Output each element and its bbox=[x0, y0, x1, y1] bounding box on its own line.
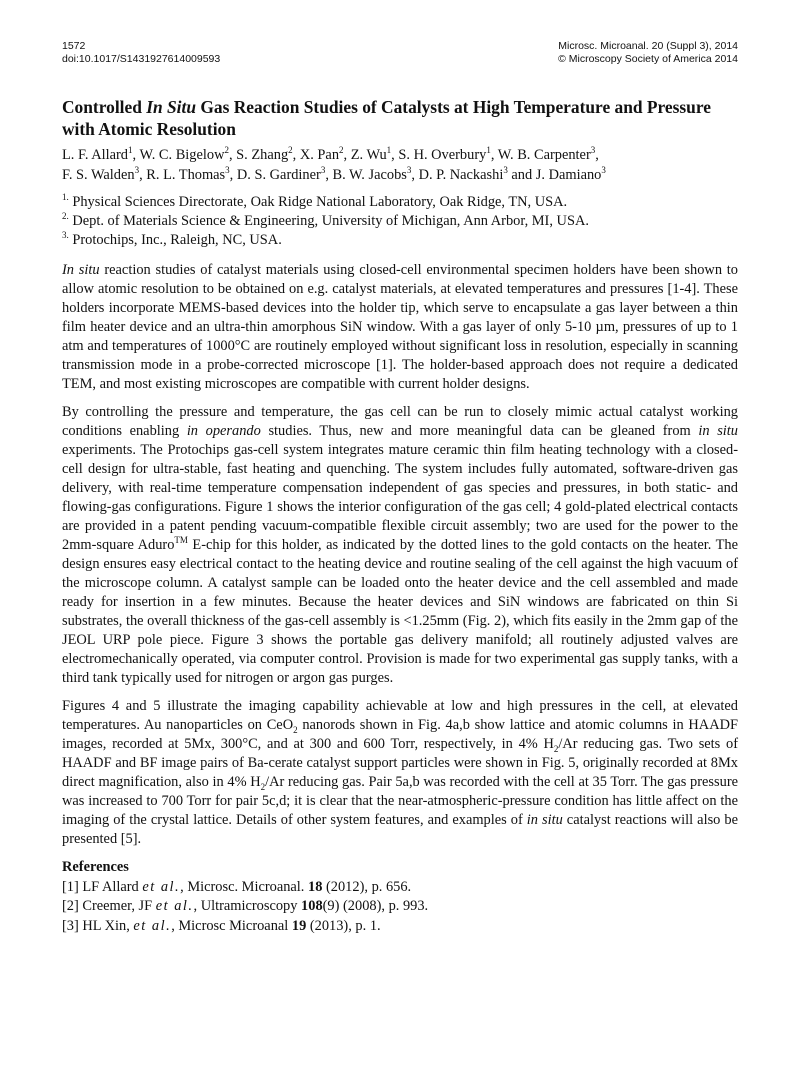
title-part-2: Gas Reaction Studies of Catalysts at High Temperature and Pressure with Atomic Resolution bbox=[62, 97, 711, 139]
et-al: et al. bbox=[133, 917, 172, 934]
author-affiliation-mark: 1 bbox=[128, 145, 133, 156]
italic-term: in situ bbox=[526, 812, 563, 828]
affiliation-list bbox=[62, 193, 738, 250]
header-right bbox=[558, 40, 738, 66]
reference-journal: , Microsc Microanal bbox=[171, 917, 292, 934]
paragraph-1 bbox=[62, 261, 738, 394]
subscript: 2 bbox=[260, 781, 266, 792]
paragraph-text: /Ar reducing gas. Two sets of HAADF and BF image pairs of Ba-cerate catalyst support particles were shown in Fig. 5, originally recorded at 8Mx direct magnification, also in 4% H bbox=[62, 736, 738, 790]
paragraph-text: /Ar reducing gas. Pair 5a,b was recorded with the cell at 35 Torr. The gas pressure was increased to 700 Torr for pair 5c,d; it is clear that the near-atmospheric-pressure condition has little affect on the imaging of the crystal lattice. Details of other system features, and examples of bbox=[62, 774, 739, 828]
page bbox=[62, 40, 738, 936]
affiliation-mark: 1. bbox=[62, 192, 69, 203]
author-affiliation-mark: 2 bbox=[288, 145, 293, 156]
reference-prefix: [2] Creemer, JF bbox=[62, 898, 156, 914]
affiliation-item bbox=[62, 212, 738, 231]
paragraph-text: experiments. The Protochips gas-cell system integrates mature ceramic thin film heating technology with a closed-cell design for ultra-stable, fast heating and quenching. The system includes fully automated, software-driven gas delivery, with real-time temperature compensation independent of gas species and pressures, in both static- and flowing-gas configurations. Figure 1 shows the interior configuration of the gas cell; 4 gold-plated electrical contacts are provided in a patent pending vacuum-compatible flexible circuit assembly; two are used for the power to the 2mm-square Aduro bbox=[62, 442, 738, 553]
header-left bbox=[62, 40, 220, 66]
reference-volume: 19 bbox=[291, 917, 307, 934]
affiliation-mark: 3. bbox=[62, 230, 69, 241]
references-section bbox=[62, 858, 738, 936]
author-name: B. W. Jacobs bbox=[332, 167, 407, 183]
reference-volume: 108 bbox=[301, 898, 323, 914]
paragraph-text: Figures 4 and 5 illustrate the imaging capability achievable at low and high pressures in the cell, at elevated temperatures. Au nanoparticles on CeO bbox=[62, 698, 738, 733]
author-affiliation-mark: 2 bbox=[224, 145, 229, 156]
paper-title bbox=[62, 96, 738, 140]
author-list: L. F. Allard$^1$, W. C. Bigelow$^2$, S. Zhang$^2$, X. Pan$^2$, Z. Wu$^1$, S. H. Overbury$^1$, W. B. Carpenter$^3$, F. S. Walden$^3$, R. L. Thomas$^3$, D. S. Gardiner$^3$, B. W. Jacobs$^3$, D. P. Nackashi$^3$ and J. Damiano$^3$ bbox=[62, 145, 606, 183]
reference-suffix: (9) (2008), p. 993. bbox=[322, 898, 429, 914]
author-name: J. Damiano bbox=[535, 167, 602, 183]
paragraph-3 bbox=[62, 697, 738, 849]
author-name: R. L. Thomas bbox=[146, 167, 226, 183]
author-affiliation-mark: 3 bbox=[225, 165, 230, 176]
copyright: © Microscopy Society of America 2014 bbox=[558, 53, 738, 65]
affiliation-item bbox=[62, 193, 738, 212]
et-al: et al. bbox=[142, 878, 181, 895]
affiliation-mark: 2. bbox=[62, 211, 69, 222]
author-name: S. H. Overbury bbox=[398, 147, 487, 163]
running-header bbox=[62, 40, 738, 66]
reference-item bbox=[62, 917, 738, 937]
reference-item bbox=[62, 897, 738, 917]
subscript: 2 bbox=[553, 743, 559, 754]
italic-term: in operando bbox=[186, 423, 261, 439]
page-number: 1572 bbox=[62, 40, 86, 52]
affiliation-text: Physical Sciences Directorate, Oak Ridge National Laboratory, Oak Ridge, TN, USA. bbox=[68, 194, 568, 210]
author-affiliation-mark: 1 bbox=[386, 145, 392, 156]
affiliation-text: Protochips, Inc., Raleigh, NC, USA. bbox=[68, 232, 282, 248]
subscript: 2 bbox=[293, 724, 298, 735]
paragraph-text: reaction studies of catalyst materials using closed-cell environmental specimen holders have been shown to allow atomic resolution to be obtained on e.g. catalyst materials, at elevated temperatures and pressures [1-4]. These holders incorporate MEMS-based devices into the holder tip, which serve to encapsulate a gas layer between a thin film heater device and an ultra-thin amorphous SiN window. With a gas layer of only 5-10 µm, pressures of up to 1 atm and temperatures of 1000°C are routinely employed without significant loss in resolution, especially in scanning transmission mode in a probe-corrected microscope [1]. The holder-based approach does not require a dedicated TEM, and most existing microscopes are compatible with current holder designs. bbox=[62, 262, 738, 392]
journal-citation: Microsc. Microanal. 20 (Suppl 3), 2014 bbox=[558, 40, 738, 52]
author-affiliation-mark: 3 bbox=[320, 165, 326, 176]
author-name: Z. Wu bbox=[350, 147, 387, 163]
author-name: D. P. Nackashi bbox=[418, 167, 504, 183]
author-affiliation-mark: 1 bbox=[486, 145, 491, 156]
paragraph-2 bbox=[62, 403, 738, 688]
title-part-1: Controlled bbox=[62, 97, 147, 117]
author-name: L. F. Allard bbox=[62, 147, 129, 163]
title-italic: In Situ bbox=[146, 97, 197, 117]
reference-journal: , Ultramicroscopy bbox=[193, 898, 302, 914]
paragraph-text: studies. Thus, new and more meaningful data can be gleaned from bbox=[260, 423, 699, 439]
et-al: et al. bbox=[155, 898, 194, 914]
author-affiliation-mark: 3 bbox=[134, 165, 140, 176]
reference-suffix: (2012), p. 656. bbox=[322, 878, 412, 895]
author-name: D. S. Gardiner bbox=[236, 167, 321, 183]
italic-term: In situ bbox=[62, 262, 100, 278]
paragraph-text: nanorods shown in Fig. 4a,b show lattice and atomic columns in HAADF images, recorded at 5Mx, 300°C, and at 300 and 600 Torr, respectively, in 4% H bbox=[62, 717, 738, 752]
author-name: W. C. Bigelow bbox=[139, 147, 225, 163]
reference-item bbox=[62, 878, 738, 898]
author-name: W. B. Carpenter bbox=[497, 147, 591, 163]
reference-volume: 18 bbox=[308, 878, 323, 895]
author-affiliation-mark: 3 bbox=[503, 165, 508, 176]
reference-prefix: [1] LF Allard bbox=[62, 878, 143, 895]
paragraph-text: By controlling the pressure and temperature, the gas cell can be run to closely mimic actual catalyst working conditions enabling bbox=[62, 404, 738, 439]
author-name: S. Zhang bbox=[236, 147, 289, 163]
author-name: X. Pan bbox=[299, 147, 340, 163]
reference-prefix: [3] HL Xin, bbox=[62, 917, 134, 934]
reference-journal: , Microsc. Microanal. bbox=[180, 878, 309, 895]
doi[interactable]: doi:10.1017/S1431927614009593 bbox=[62, 53, 221, 65]
reference-suffix: (2013), p. 1. bbox=[306, 917, 381, 934]
italic-term: in situ bbox=[698, 423, 738, 439]
author-affiliation-mark: 3 bbox=[406, 165, 412, 176]
references-heading: References bbox=[62, 859, 129, 875]
author-affiliation-mark: 3 bbox=[590, 145, 596, 156]
affiliation-item bbox=[62, 231, 738, 250]
paragraph-text: E-chip for this holder, as indicated by the dotted lines to the gold contacts on the heater. The design ensures easy electrical contact to the heating device and routine sealing of the cell against the high vacuum of the microscope column. A catalyst sample can be loaded onto the heater device and the cell assembled and made ready for insertion in a few minutes. Because the heater devices and SiN windows are fabricated on thin Si substrates, the overall thickness of the gas-cell assembly is <1.25mm (Fig. 2), which fits easily in the 2mm gap of the JEOL URP pole piece. Figure 3 shows the portable gas delivery manifold; all routinely adjusted valves are electromechanically operated, via computer control. Provision is made for two experimental gas supply tanks, with a third tank typically used for nitrogen or argon gas purges. bbox=[62, 537, 738, 686]
trademark-mark: TM bbox=[174, 535, 188, 546]
author-name: F. S. Walden bbox=[62, 167, 135, 183]
paragraph-text: catalyst reactions will also be presented [5]. bbox=[62, 812, 738, 847]
author-affiliation-mark: 2 bbox=[339, 145, 344, 156]
affiliation-text: Dept. of Materials Science & Engineering, University of Michigan, Ann Arbor, MI, USA. bbox=[68, 213, 589, 229]
author-affiliation-mark: 3 bbox=[601, 165, 606, 176]
